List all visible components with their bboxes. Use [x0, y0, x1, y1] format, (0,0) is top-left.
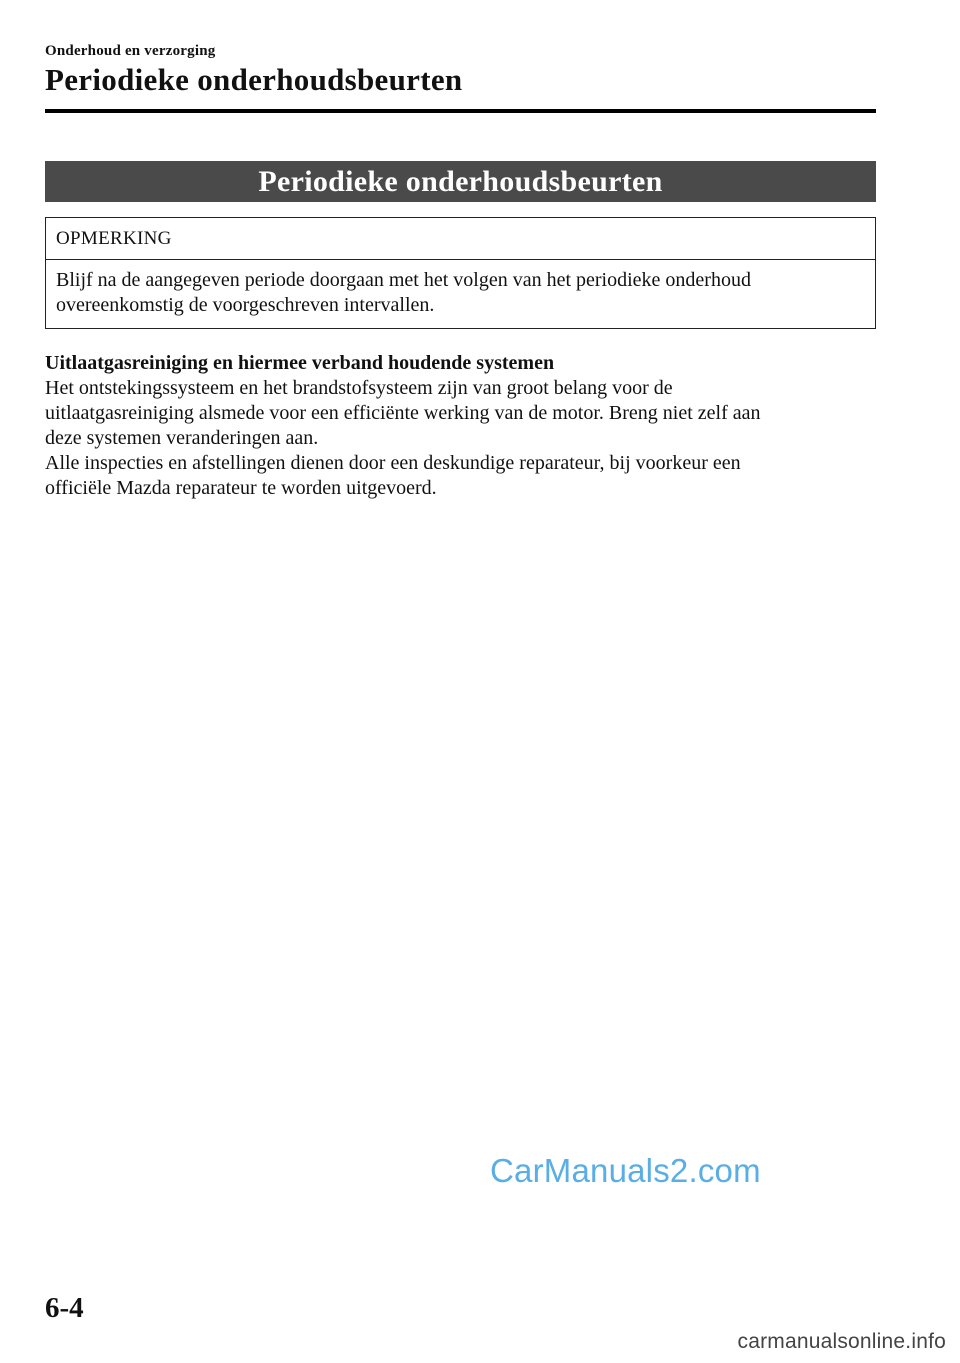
body-line: Alle inspecties en afstellingen dienen door een deskundige reparateur, bij voorkeur een — [45, 452, 741, 474]
subheading: Uitlaatgasreiniging en hiermee verband houdende systemen — [45, 352, 555, 374]
note-label: OPMERKING — [46, 218, 875, 260]
page-heading: Periodieke onderhoudsbeurten — [45, 62, 463, 97]
section-label: Onderhoud en verzorging — [45, 43, 216, 59]
note-box — [45, 217, 876, 329]
body-text — [45, 351, 885, 501]
body-line: deze systemen veranderingen aan. — [45, 427, 319, 449]
body-line: officiële Mazda reparateur te worden uitgevoerd. — [45, 477, 437, 499]
watermark: CarManuals2.com — [490, 1152, 761, 1189]
note-line: overeenkomstig de voorgeschreven intervallen. — [56, 294, 435, 316]
note-text — [46, 260, 875, 318]
body-line: uitlaatgasreiniging alsmede voor een efficiënte werking van de motor. Breng niet zelf aan — [45, 402, 761, 424]
note-line: Blijf na de aangegeven periode doorgaan met het volgen van het periodieke onderhoud — [56, 269, 751, 291]
page-number: 6-4 — [45, 1292, 84, 1324]
heading-rule — [45, 109, 876, 113]
title-banner: Periodieke onderhoudsbeurten — [45, 161, 876, 202]
footer-watermark: carmanualsonline.info — [737, 1330, 946, 1353]
body-line: Het ontstekingssysteem en het brandstofsysteem zijn van groot belang voor de — [45, 377, 673, 399]
